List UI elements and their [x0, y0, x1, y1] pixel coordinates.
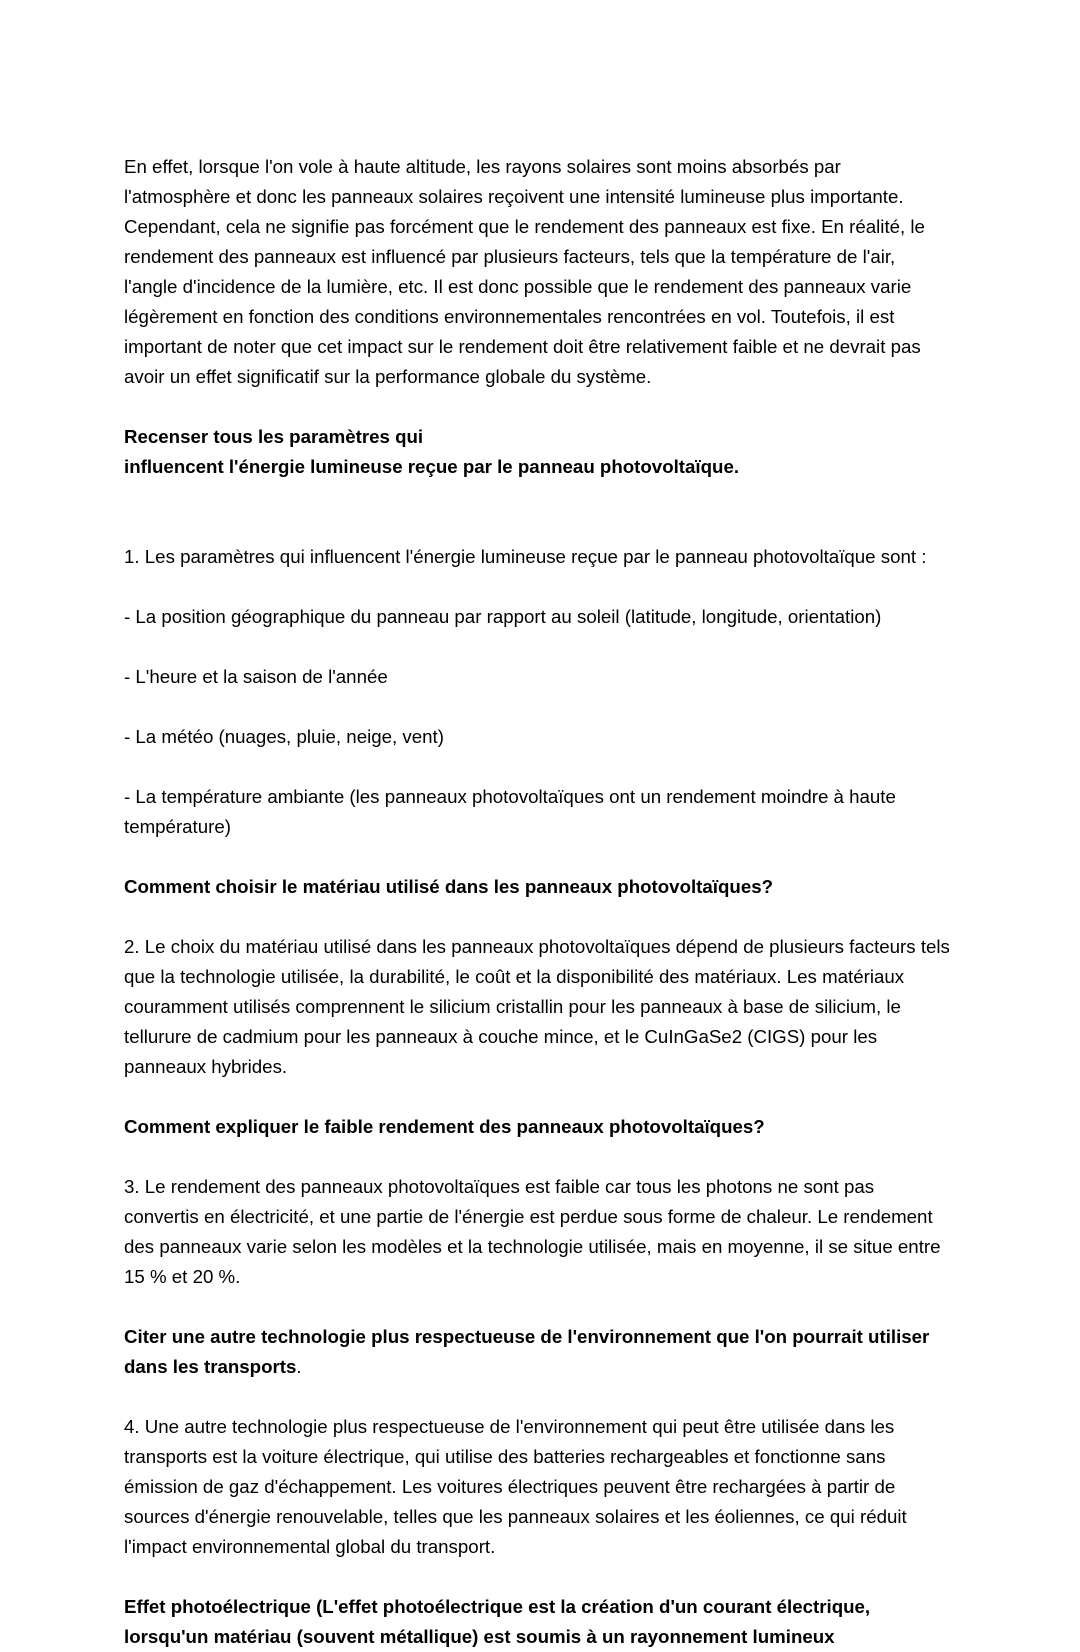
list-item: - La position géographique du panneau par rapport au soleil (latitude, longitude, orientation) [124, 606, 882, 627]
heading-effet-photoelectrique: Effet photoélectrique (L'effet photoélectrique est la création d'un courant électrique, lorsqu'un matériau (souvent métallique) est soumis à un rayonnement lumineux [124, 1596, 871, 1647]
heading-citer-technologie-text: Citer une autre technologie plus respectueuse de l'environnement que l'on pourrait utiliser dans les transports [124, 1326, 930, 1377]
heading-recenser-line-2: influencent l'énergie lumineuse reçue par le panneau photovoltaïque. [124, 456, 740, 477]
heading-recenser-line-1: Recenser tous les paramètres qui [124, 426, 424, 447]
heading-citer-technologie [124, 1322, 950, 1382]
answer-1-block [124, 512, 950, 842]
answer-1-intro: 1. Les paramètres qui influencent l'énergie lumineuse reçue par le panneau photovoltaïque sont : [124, 546, 927, 567]
heading-choisir-materiau: Comment choisir le matériau utilisé dans les panneaux photovoltaïques? [124, 876, 774, 897]
document-text-body [124, 152, 950, 1652]
heading-recenser-parametres [124, 422, 950, 482]
answer-4-paragraph: 4. Une autre technologie plus respectueuse de l'environnement qui peut être utilisée dans les transports est la voiture électrique, qui utilise des batteries rechargeables et fonctionne sans émission de gaz d'échappement. Les voitures électriques peuvent être rechargées à partir de sources d'énergie renouvelable, telles que les panneaux solaires et les éoliennes, ce qui réduit l'impact environnemental global du transport. [124, 1416, 907, 1557]
heading-faible-rendement: Comment expliquer le faible rendement des panneaux photovoltaïques? [124, 1116, 765, 1137]
list-item: - La météo (nuages, pluie, neige, vent) [124, 726, 444, 747]
list-item: - L'heure et la saison de l'année [124, 666, 388, 687]
answer-3-paragraph: 3. Le rendement des panneaux photovoltaïques est faible car tous les photons ne sont pas convertis en électricité, et une partie de l'énergie est perdue sous forme de chaleur. Le rendement des panneaux varie selon les modèles et la technologie utilisée, mais en moyenne, il se situe entre 15 % et 20 %. [124, 1176, 941, 1287]
heading-citer-technologie-period: . [296, 1356, 302, 1377]
answer-2-paragraph: 2. Le choix du matériau utilisé dans les panneaux photovoltaïques dépend de plusieurs facteurs tels que la technologie utilisée, la durabilité, le coût et la disponibilité des matériaux. Les matériaux couramment utilisés comprennent le silicium cristallin pour les panneaux à base de silicium, le tellurure de cadmium pour les panneaux à couche mince, et le CuInGaSe2 (CIGS) pour les panneaux hybrides. [124, 936, 950, 1077]
list-item: - La température ambiante (les panneaux photovoltaïques ont un rendement moindre à haute température) [124, 786, 896, 837]
intro-paragraph: En effet, lorsque l'on vole à haute altitude, les rayons solaires sont moins absorbés par l'atmosphère et donc les panneaux solaires reçoivent une intensité lumineuse plus importante. Cependant, cela ne signifie pas forcément que le rendement des panneaux est fixe. En réalité, le rendement des panneaux est influencé par plusieurs facteurs, tels que la température de l'air, l'angle d'incidence de la lumière, etc. Il est donc possible que le rendement des panneaux varie légèrement en fonction des conditions environnementales rencontrées en vol. Toutefois, il est important de noter que cet impact sur le rendement doit être relativement faible et ne devrait pas avoir un effet significatif sur la performance globale du système. [124, 156, 925, 387]
